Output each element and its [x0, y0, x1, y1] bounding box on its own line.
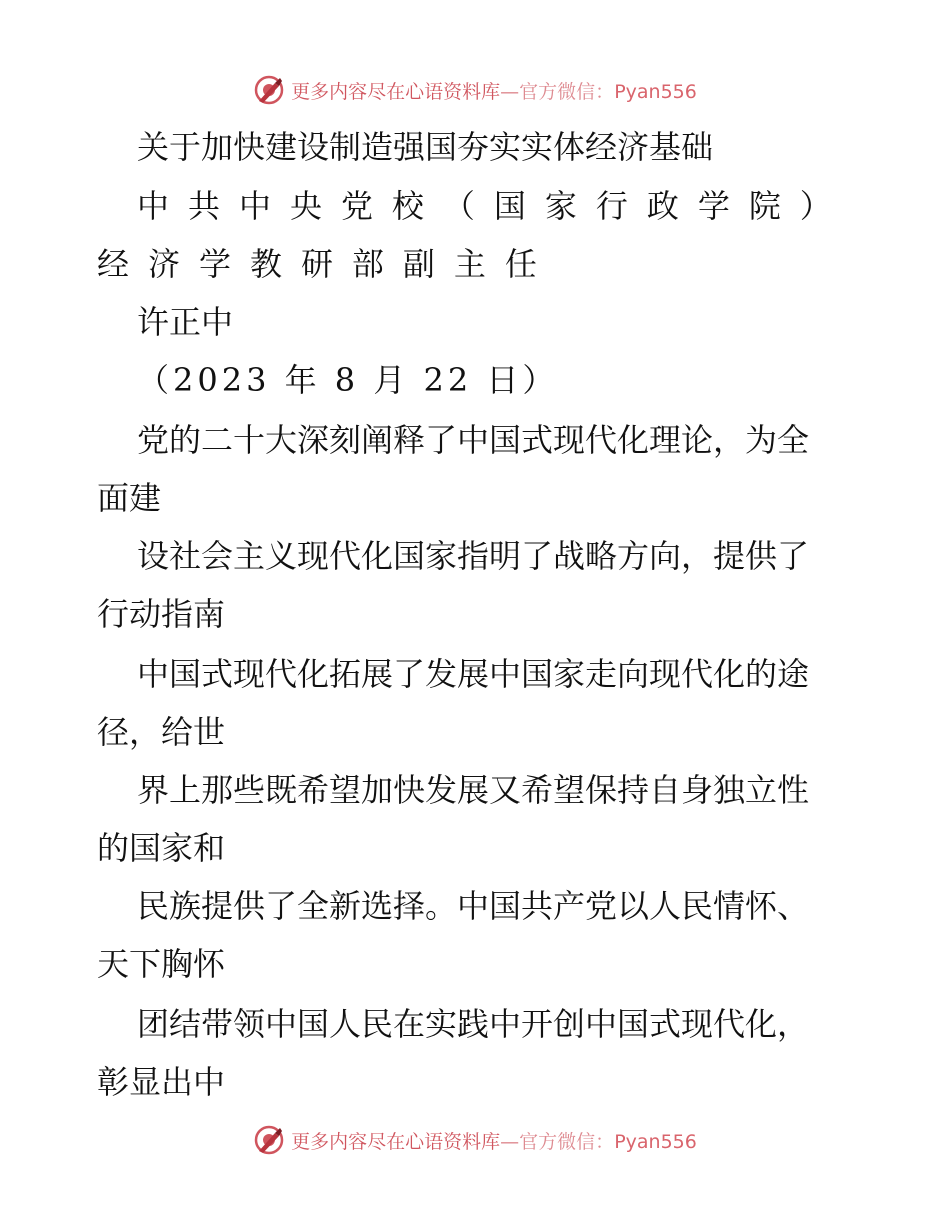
affiliation-char: 共 — [187, 187, 220, 225]
paragraph-line: 界上那些既希望加快发展又希望保持自身独立性 — [137, 771, 810, 809]
affiliation-char: 行 — [595, 187, 628, 225]
affiliation-char: 家 — [544, 187, 577, 225]
affiliation-char: 国 — [493, 187, 526, 225]
affiliation-char: 副 — [402, 245, 435, 283]
affiliation-char: 济 — [147, 245, 180, 283]
affiliation-char: 学 — [198, 245, 231, 283]
affiliation-char: ） — [799, 187, 832, 225]
affiliation-char: 主 — [453, 245, 486, 283]
paragraph-line: 行动指南 — [97, 595, 226, 633]
paragraph-line: 民族提供了全新选择。中国共产党以人民情怀、 — [137, 887, 810, 925]
paragraph-line: 党的二十大深刻阐释了中国式现代化理论，为全 — [137, 421, 810, 459]
watermark-sub: —官方微信： — [500, 1130, 615, 1153]
paragraph-line: 面建 — [97, 479, 162, 517]
affiliation-char: 部 — [351, 245, 384, 283]
paragraph-line: 的国家和 — [97, 829, 226, 867]
author-affiliation-line1 — [137, 186, 832, 226]
paragraph-line: 中国式现代化拓展了发展中国家走向现代化的途 — [137, 655, 810, 693]
paragraph-line: 径，给世 — [97, 713, 226, 751]
affiliation-char: 学 — [697, 187, 730, 225]
author-affiliation-line2 — [97, 244, 537, 284]
affiliation-char: 政 — [646, 187, 679, 225]
affiliation-char: 经 — [97, 245, 130, 283]
paragraph-line: 设社会主义现代化国家指明了战略方向，提供了 — [137, 537, 810, 575]
paragraph-line: 团结带领中国人民在实践中开创中国式现代化， — [137, 1005, 810, 1043]
affiliation-char: 校 — [391, 187, 424, 225]
affiliation-char: 央 — [289, 187, 322, 225]
document-date: （2023 年 8 月 22 日） — [137, 361, 559, 399]
watermark-text — [291, 1127, 697, 1154]
pen-logo-icon — [253, 1124, 285, 1156]
watermark-main: 更多内容尽在心语资料库 — [291, 80, 501, 103]
affiliation-char: 中 — [137, 187, 170, 225]
header-watermark — [0, 72, 950, 108]
watermark-main: 更多内容尽在心语资料库 — [291, 1130, 501, 1153]
affiliation-char: 党 — [340, 187, 373, 225]
author-name: 许正中 — [137, 303, 234, 341]
pen-logo-icon — [253, 74, 285, 106]
affiliation-char: 院 — [748, 187, 781, 225]
document-title: 关于加快建设制造强国夯实实体经济基础 — [137, 128, 714, 166]
watermark-sub: —官方微信： — [500, 80, 615, 103]
affiliation-char: （ — [442, 187, 475, 225]
paragraph-line: 彰显出中 — [97, 1063, 226, 1101]
watermark-id: Pyan556 — [614, 1130, 697, 1153]
paragraph-line: 天下胸怀 — [97, 945, 226, 983]
affiliation-char: 研 — [300, 245, 333, 283]
affiliation-char: 任 — [504, 245, 537, 283]
watermark-text — [291, 77, 697, 104]
affiliation-char: 教 — [249, 245, 282, 283]
affiliation-char: 中 — [238, 187, 271, 225]
footer-watermark — [0, 1122, 950, 1158]
watermark-id: Pyan556 — [614, 80, 697, 103]
